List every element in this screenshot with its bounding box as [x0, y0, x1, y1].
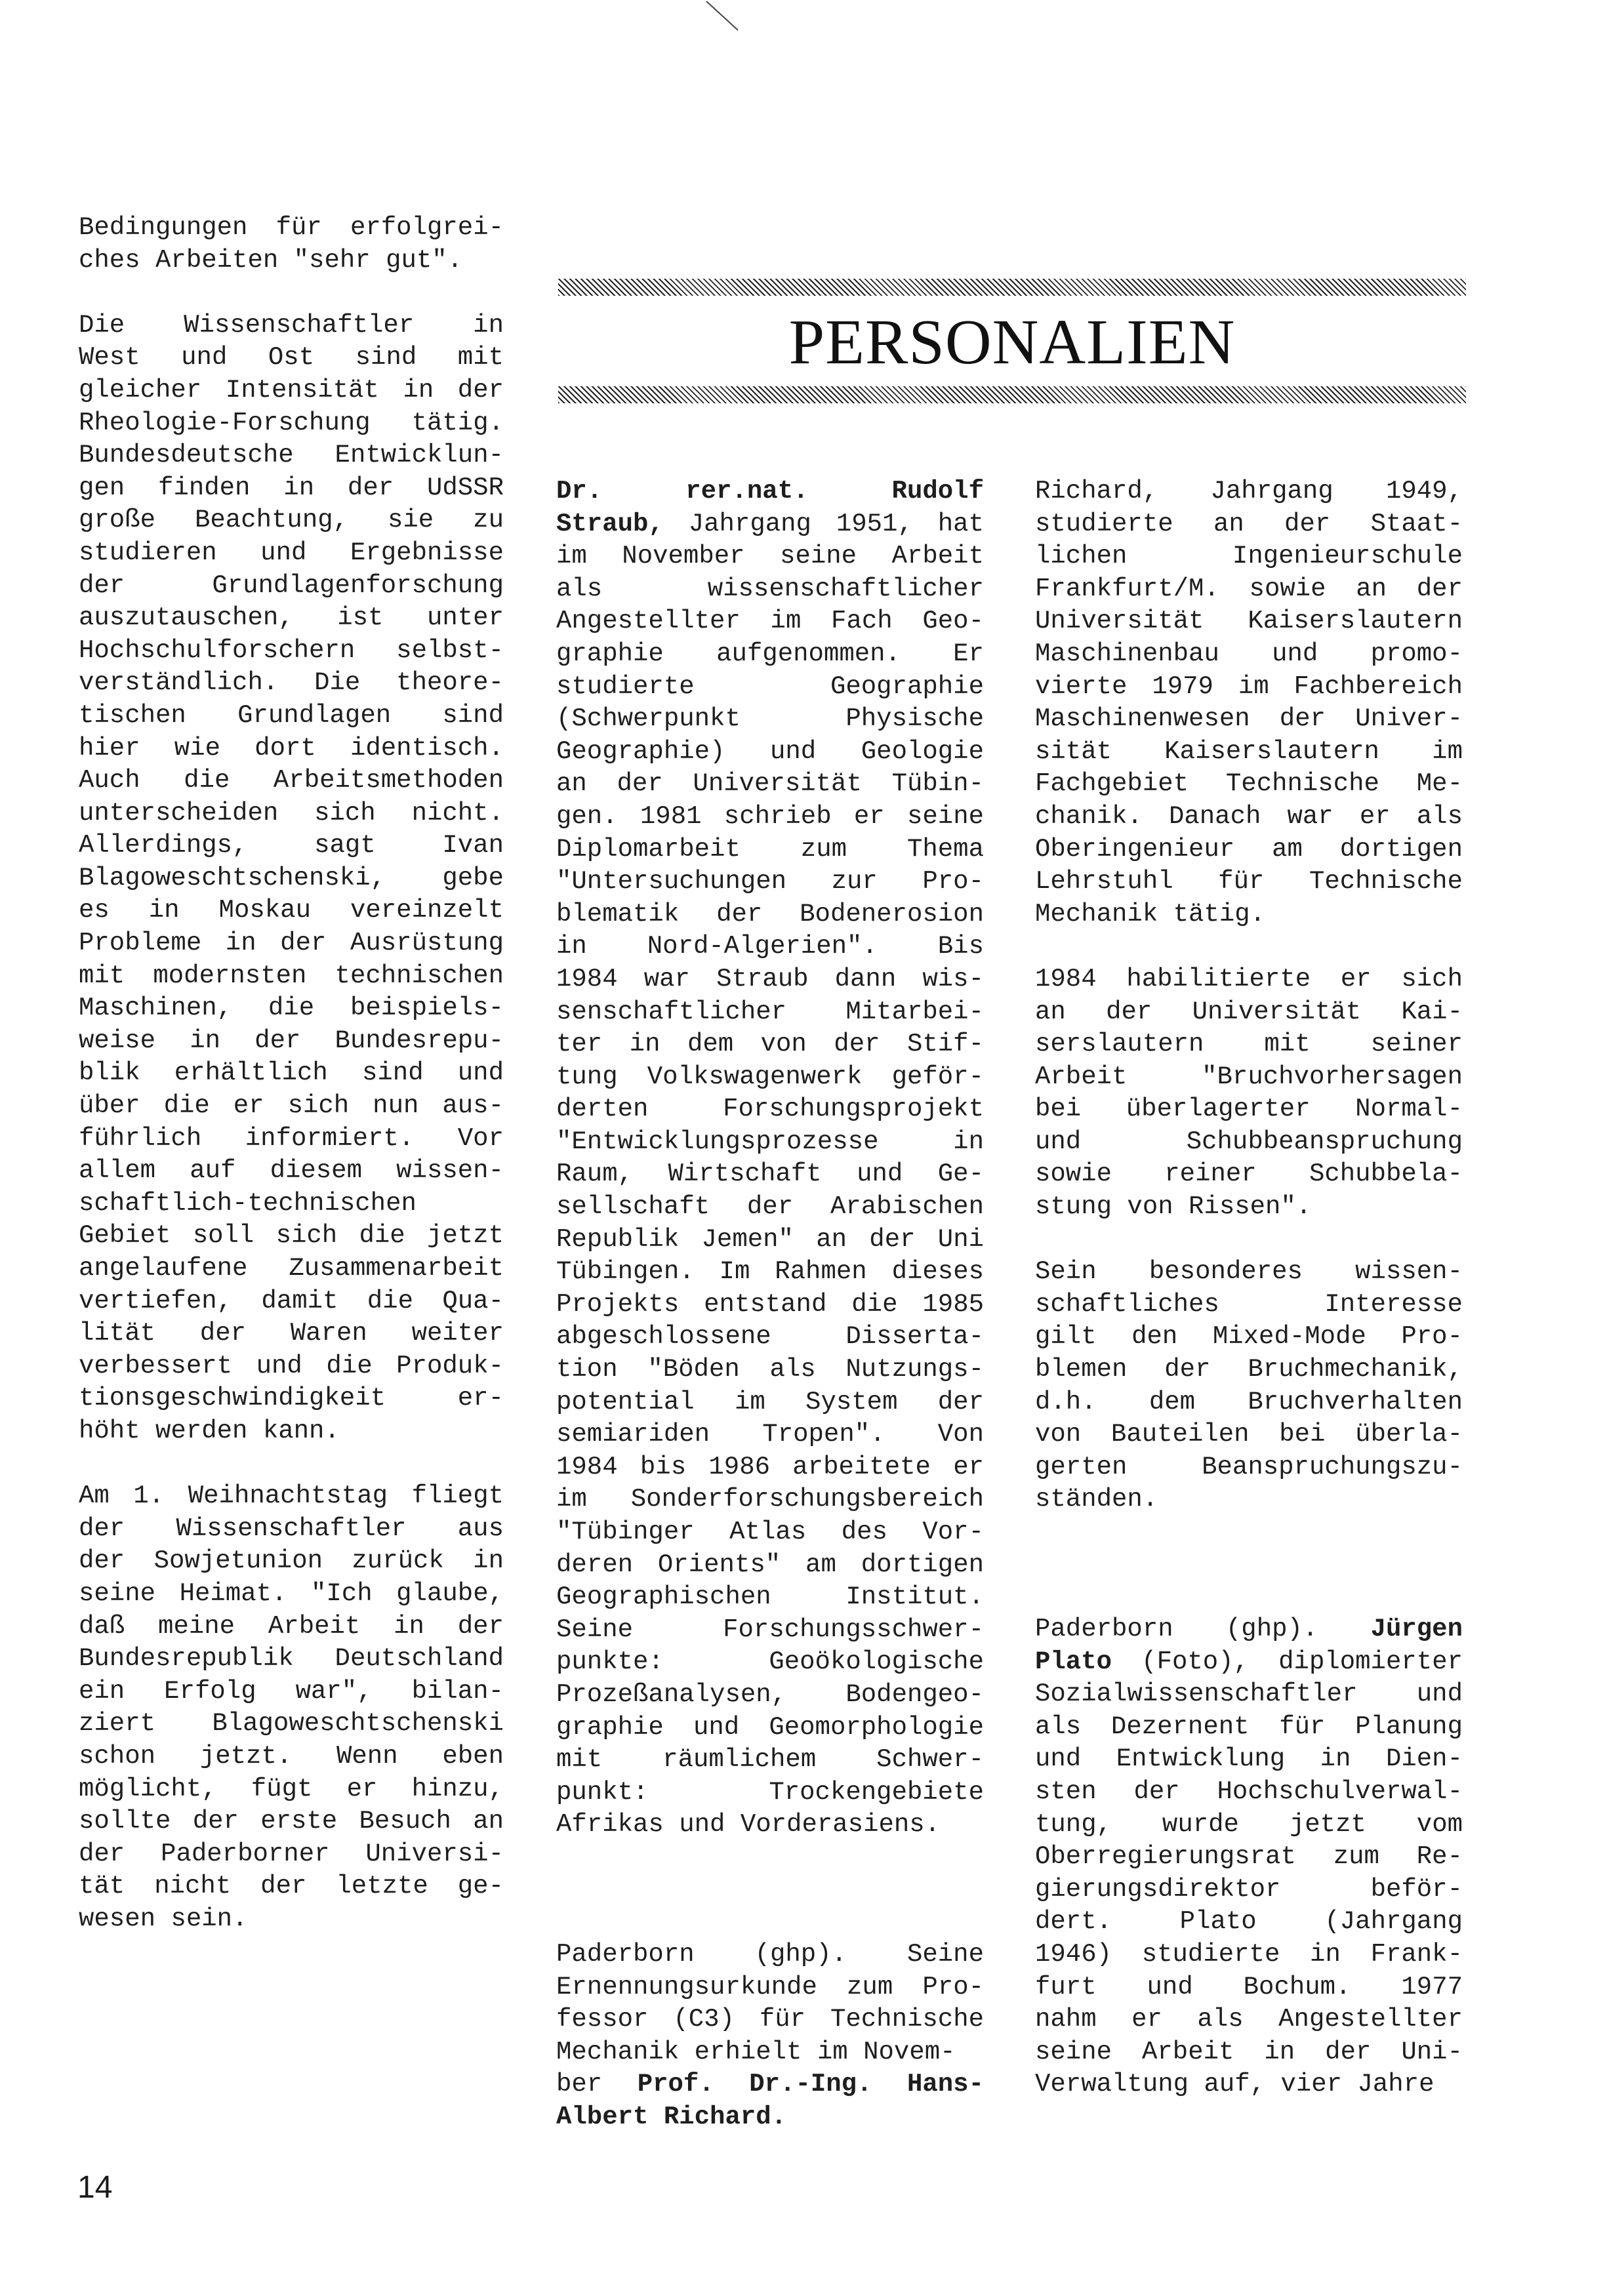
paragraph: [556, 540, 984, 1842]
text-line: 1984 habilitierte er sich: [1035, 964, 1463, 994]
text-line: punkt: Trockengebiete: [556, 1777, 984, 1807]
article-richard-intro: [556, 1939, 984, 2134]
text-line: graphie aufgenommen. Er: [556, 639, 984, 668]
text-line: an der Universität Tübin-: [556, 769, 984, 799]
text-line: im Sonderforschungsbereich: [556, 1485, 984, 1514]
text-line: Mechanik tätig.: [1035, 899, 1266, 929]
text-line: gen finden in der UdSSR: [79, 473, 504, 502]
text-line: führlich informiert. Vor: [79, 1123, 504, 1153]
text-line: potential im System der: [556, 1387, 984, 1417]
text-line: es in Moskau vereinzelt: [79, 896, 504, 925]
text-line: tionsgeschwindigkeit er-: [79, 1384, 504, 1413]
text-line: Projekts entstand die 1985: [556, 1289, 984, 1319]
text-line: d.h. dem Bruchverhalten: [1035, 1387, 1463, 1417]
text-line: studierte Geographie: [556, 672, 984, 701]
text-line: Maschinen, die beispiels-: [79, 994, 504, 1023]
text-line: Oberregierungsrat zum Re-: [1035, 1842, 1463, 1872]
text-line: der Paderborner Universi-: [79, 1839, 504, 1868]
text-line: studieren und Ergebnisse: [79, 538, 504, 567]
heading-rule-top: [558, 279, 1466, 296]
text-line: Plato (Foto), diplomierter: [1035, 1647, 1463, 1676]
text-line: unterscheiden sich nicht.: [79, 798, 504, 828]
text-line: gerten Beanspruchungszu-: [1035, 1452, 1463, 1481]
person-name: Jürgen: [1370, 1615, 1463, 1643]
text-line: blemen der Bruchmechanik,: [1035, 1355, 1463, 1384]
person-surname: Plato: [1035, 1647, 1112, 1676]
text-line: ber Prof. Dr.-Ing. Hans-: [556, 2070, 984, 2099]
text-line: möglicht, fügt er hinzu,: [79, 1774, 504, 1803]
column-left: [79, 212, 504, 1935]
page-number: 14: [77, 2170, 113, 2205]
text-line: Seine Forschungsschwer-: [556, 1615, 984, 1644]
text-line: tung Volkswagenwerk geför-: [556, 1062, 984, 1091]
text-line: Sozialwissenschaftler und: [1035, 1680, 1463, 1709]
text-line: der Wissenschaftler aus: [79, 1514, 504, 1543]
text-line: ches Arbeiten "sehr gut".: [79, 245, 463, 275]
text-line: mit räumlichem Schwer-: [556, 1745, 984, 1775]
article-straub: [556, 475, 984, 1842]
text-line: seine Arbeit in der Uni-: [1035, 2037, 1463, 2066]
text-line: ziert Blagoweschtschenski: [79, 1709, 504, 1739]
paragraph: [556, 1939, 984, 2068]
text-line: über die er sich nun aus-: [79, 1091, 504, 1121]
text-line: Fachgebiet Technische Me-: [1035, 769, 1463, 799]
text-line: Geographischen Institut.: [556, 1582, 984, 1612]
text-line: ein Erfolg war", bilan-: [79, 1676, 504, 1706]
text-line: lität der Waren weiter: [79, 1319, 504, 1348]
text-line: blematik der Bodenerosion: [556, 899, 984, 929]
text-line: derten Forschungsprojekt: [556, 1095, 984, 1124]
text-line: als wissenschaftlicher: [556, 574, 984, 603]
paragraph: [79, 310, 504, 1448]
scan-mark: [705, 0, 744, 33]
text-line: 1946) studierte in Frank-: [1035, 1939, 1463, 1969]
text-line: semiariden Tropen". Von: [556, 1420, 984, 1449]
text-line: als Dezernent für Planung: [1035, 1712, 1463, 1741]
text-line: Afrikas und Vorderasiens.: [556, 1810, 941, 1840]
person-name: Prof. Dr.-Ing. Hans-: [637, 2070, 984, 2099]
text-line: 1984 bis 1986 arbeitete er: [556, 1452, 984, 1481]
text-line: sellschaft der Arabischen: [556, 1192, 984, 1222]
column-middle: [556, 475, 984, 2134]
text-line: ter in dem von der Stif-: [556, 1030, 984, 1059]
text-line: graphie und Geomorphologie: [556, 1712, 984, 1742]
text-line: sität Kaiserslautern im: [1035, 736, 1463, 766]
text-line: Maschinenwesen der Univer-: [1035, 704, 1463, 734]
text-line: Gebiet soll sich die jetzt: [79, 1221, 504, 1251]
text-line: schon jetzt. Wenn eben: [79, 1741, 504, 1771]
text-line: Frankfurt/M. sowie an der: [1035, 574, 1463, 603]
text-line: schaftlich-technischen: [79, 1188, 417, 1218]
text-line: Die Wissenschaftler in: [79, 310, 504, 340]
text-line: Angestellter im Fach Geo-: [556, 607, 984, 636]
text-line: daß meine Arbeit in der: [79, 1611, 504, 1641]
person-name: Dr. rer.nat. Rudolf: [556, 477, 984, 506]
text-line: Arbeit "Bruchvorhersagen: [1035, 1062, 1463, 1091]
text-line: Maschinenbau und promo-: [1035, 639, 1463, 668]
text-line: Geographie) und Geologie: [556, 736, 984, 766]
text-line: Probleme in der Ausrüstung: [79, 929, 504, 958]
text-line: gierungsdirektor beför-: [1035, 1874, 1463, 1904]
text-line: "Tübinger Atlas des Vor-: [556, 1518, 984, 1546]
text-line: Blagoweschtschenski, gebe: [79, 863, 504, 893]
text-line: von Bauteilen bei überla-: [1035, 1420, 1463, 1449]
text-line: verständlich. Die theore-: [79, 668, 504, 698]
text-line: serslautern mit seiner: [1035, 1030, 1463, 1059]
text-line: Straub, Jahrgang 1951, hat: [556, 509, 984, 538]
text-line: lichen Ingenieurschule: [1035, 542, 1463, 571]
text-line: höht werden kann.: [79, 1416, 340, 1445]
text-line: Prozeßanalysen, Bodengeo-: [556, 1680, 984, 1709]
text-line: verbessert und die Produk-: [79, 1351, 504, 1380]
text-line: Ernennungsurkunde zum Pro-: [556, 1972, 984, 2002]
text-line: in Nord-Algerien". Bis: [556, 932, 984, 961]
text-line: gleicher Intensität in der: [79, 375, 504, 405]
text-line: Bedingungen für erfolgrei-: [79, 213, 504, 242]
article-plato: [1035, 1613, 1463, 2101]
text-line: Paderborn (ghp). Seine: [556, 1939, 984, 1969]
text-line: studierte an der Staat-: [1035, 509, 1463, 538]
text-line: Verwaltung auf, vier Jahre: [1035, 2070, 1434, 2099]
text-line: ständen.: [1035, 1485, 1158, 1514]
text-line: der Sowjetunion zurück in: [79, 1546, 504, 1576]
text-line: an der Universität Kai-: [1035, 997, 1463, 1026]
text-line: chanik. Danach war er als: [1035, 801, 1463, 831]
text-line: große Beachtung, sie zu: [79, 506, 504, 535]
text-line: Rheologie-Forschung tätig.: [79, 408, 504, 437]
text-line: stung von Rissen".: [1035, 1192, 1312, 1222]
text-line: Lehrstuhl für Technische: [1035, 867, 1463, 896]
paragraph: [1035, 1256, 1463, 1516]
text-line: (Schwerpunkt Physische: [556, 704, 984, 734]
text-line: abgeschlossene Disserta-: [556, 1322, 984, 1352]
text-line: sten der Hochschulverwal-: [1035, 1777, 1463, 1806]
text-line: nahm er als Angestellter: [1035, 2005, 1463, 2034]
text-line: Auch die Arbeitsmethoden: [79, 766, 504, 796]
paragraph: [1035, 475, 1463, 931]
text-line: Paderborn (ghp). Jürgen: [1035, 1615, 1463, 1643]
text-line: Am 1. Weihnachtstag fliegt: [79, 1481, 504, 1511]
text-line: wesen sein.: [79, 1904, 248, 1933]
section-heading: PERSONALIEN: [788, 307, 1236, 378]
text-line: "Untersuchungen zur Pro-: [556, 867, 984, 896]
person-name: Albert Richard.: [556, 2102, 787, 2131]
text-line: gen. 1981 schrieb er seine: [556, 801, 984, 831]
text-line: [556, 2101, 984, 2134]
text-line: tischen Grundlagen sind: [79, 700, 504, 730]
text-line: tion "Böden als Nutzungs-: [556, 1355, 984, 1384]
text-line: deren Orients" am dortigen: [556, 1550, 984, 1579]
text-line: weise in der Bundesrepu-: [79, 1026, 504, 1055]
text-line: Bundesdeutsche Entwicklun-: [79, 441, 504, 470]
text-line: [556, 475, 984, 508]
text-line: vierte 1979 im Fachbereich: [1035, 672, 1463, 701]
text-line: gilt den Mixed-Mode Pro-: [1035, 1322, 1463, 1352]
text-line: furt und Bochum. 1977: [1035, 1972, 1463, 2002]
text-line: schaftliches Interesse: [1035, 1289, 1463, 1319]
text-line: Republik Jemen" an der Uni: [556, 1224, 984, 1254]
text-line: Raum, Wirtschaft und Ge-: [556, 1159, 984, 1189]
text-line: fessor (C3) für Technische: [556, 2005, 984, 2034]
text-line: Universität Kaiserslautern: [1035, 607, 1463, 636]
text-line: sollte der erste Besuch an: [79, 1807, 504, 1836]
text-line: Hochschulforschern selbst-: [79, 635, 504, 665]
text-line: tung, wurde jetzt vom: [1035, 1809, 1463, 1839]
text-line: Diplomarbeit zum Thema: [556, 834, 984, 864]
paragraph: [1035, 1678, 1463, 2101]
text-line: vertiefen, damit die Qua-: [79, 1286, 504, 1316]
text-line: und Schubbeanspruchung: [1035, 1127, 1463, 1156]
text-line: Allerdings, sagt Ivan: [79, 831, 504, 860]
paragraph: [1035, 963, 1463, 1224]
text-line: punkte: Geoökologische: [556, 1647, 984, 1677]
text-line: bei überlagerter Normal-: [1035, 1095, 1463, 1124]
column-right: [1035, 475, 1463, 2101]
text-line: Oberingenieur am dortigen: [1035, 834, 1463, 864]
text-line: sowie reiner Schubbela-: [1035, 1159, 1463, 1189]
text-line: der Grundlagenforschung: [79, 571, 504, 600]
text-line: tät nicht der letzte ge-: [79, 1872, 504, 1901]
text-line: West und Ost sind mit: [79, 343, 504, 373]
person-surname: Straub,: [556, 509, 664, 538]
text-line: und Entwicklung in Dien-: [1035, 1744, 1463, 1774]
text-line: blik erhältlich sind und: [79, 1058, 504, 1088]
paragraph: [79, 212, 504, 277]
text-line: seine Heimat. "Ich glaube,: [79, 1579, 504, 1608]
text-line: mit modernsten technischen: [79, 961, 504, 990]
text-line: im November seine Arbeit: [556, 542, 984, 571]
paragraph: [79, 1480, 504, 1935]
text-line: dert. Plato (Jahrgang: [1035, 1907, 1463, 1937]
text-line: auszutauschen, ist unter: [79, 603, 504, 633]
heading-rule-bottom: [558, 386, 1466, 403]
text-line: allem auf diesem wissen-: [79, 1156, 504, 1186]
text-line: Richard, Jahrgang 1949,: [1035, 477, 1463, 506]
text-line: senschaftlicher Mitarbei-: [556, 997, 984, 1026]
text-line: Bundesrepublik Deutschland: [79, 1644, 504, 1674]
text-line: angelaufene Zusammenarbeit: [79, 1254, 504, 1283]
text-line: 1984 war Straub dann wis-: [556, 964, 984, 994]
text-line: Sein besonderes wissen-: [1035, 1257, 1463, 1287]
text-line: hier wie dort identisch.: [79, 733, 504, 763]
text-line: Tübingen. Im Rahmen dieses: [556, 1257, 984, 1287]
text-line: Mechanik erhielt im Novem-: [556, 2037, 956, 2066]
text-line: "Entwicklungsprozesse in: [556, 1127, 984, 1156]
